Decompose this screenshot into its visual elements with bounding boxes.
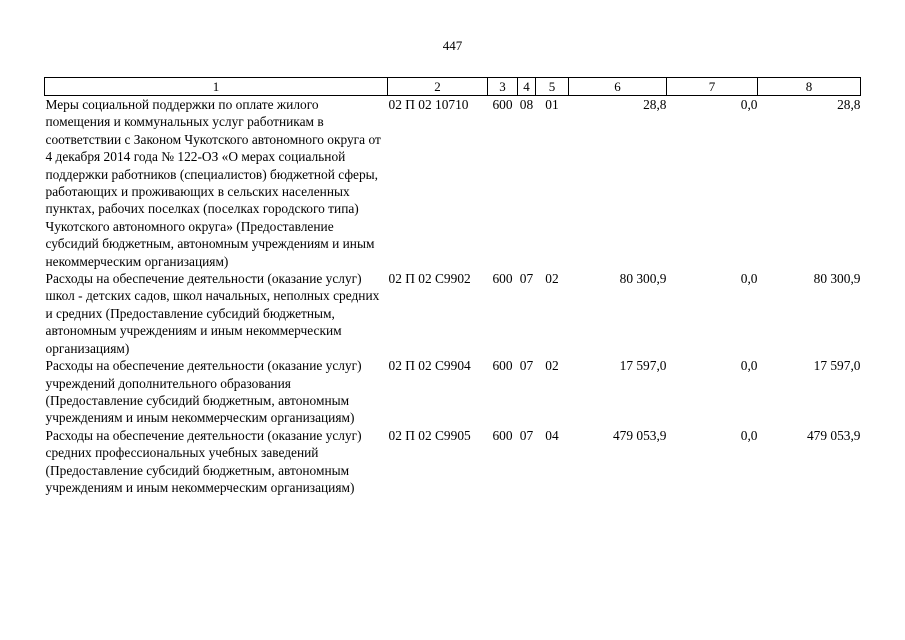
row-col-8: 80 300,9 bbox=[813, 271, 861, 287]
row-col-7: 0,0 bbox=[740, 358, 758, 374]
row-description: Расходы на обеспечение деятельности (оказание услуг) школ - детских садов, школ начальных, неполных средних и средних (Предоставление субсидий бюджетным, автономным учреждениям и иным некоммерческим организациям) bbox=[45, 271, 380, 356]
row-col-5: 02 bbox=[545, 271, 559, 287]
row-col-4: 08 bbox=[519, 97, 534, 112]
row-col-7: 0,0 bbox=[740, 271, 758, 287]
row-col-4: 07 bbox=[519, 358, 534, 374]
table-row bbox=[45, 357, 861, 427]
row-col-5: 04 bbox=[545, 427, 559, 443]
row-col-8: 28,8 bbox=[837, 97, 861, 112]
header-col-3: 3 bbox=[488, 78, 518, 96]
header-row bbox=[45, 78, 861, 96]
row-col-3: 600 bbox=[492, 271, 513, 287]
page-number: 447 bbox=[442, 38, 463, 53]
header-col-5: 5 bbox=[536, 78, 569, 96]
row-col-6: 479 053,9 bbox=[612, 427, 667, 443]
row-code: 02 П 02 С9904 bbox=[388, 358, 471, 374]
row-col-4: 07 bbox=[519, 271, 534, 287]
row-col-3: 600 bbox=[492, 427, 513, 443]
row-description: Расходы на обеспечение деятельности (оказание услуг) учреждений дополнительного образования (Предоставление субсидий бюджетным, автономным учреждениям и иным некоммерческим организациям) bbox=[45, 358, 362, 426]
header-col-1: 1 bbox=[45, 78, 388, 96]
row-col-8: 17 597,0 bbox=[813, 358, 861, 374]
row-description: Меры социальной поддержки по оплате жилого помещения и коммунальных услуг работникам в соответствии с Законом Чукотского автономного округа от 4 декабря 2014 года № 122-ОЗ «О мерах социальной поддержки работников (специалистов) бюджетной сферы, работающих и проживающих в сельских населенных пунктах, рабочих поселках (поселках городского типа) Чукотского автономного округа» (Предоставление субсидий бюджетным, автономным учреждениям и иным некоммерческим организациям) bbox=[45, 97, 381, 269]
row-col-3: 600 bbox=[492, 358, 513, 374]
row-col-6: 17 597,0 bbox=[619, 358, 667, 374]
row-code: 02 П 02 10710 bbox=[388, 97, 469, 112]
row-col-7: 0,0 bbox=[740, 97, 758, 112]
row-col-6: 80 300,9 bbox=[619, 271, 667, 287]
header-col-7: 7 bbox=[667, 78, 758, 96]
header-col-4: 4 bbox=[518, 78, 536, 96]
row-code: 02 П 02 С9905 bbox=[388, 427, 471, 443]
row-col-7: 0,0 bbox=[740, 427, 758, 443]
table-row bbox=[45, 270, 861, 357]
header-col-8: 8 bbox=[758, 78, 861, 96]
row-col-8: 479 053,9 bbox=[806, 427, 861, 443]
row-col-3: 600 bbox=[492, 97, 513, 112]
row-col-4: 07 bbox=[519, 427, 534, 443]
row-col-6: 28,8 bbox=[643, 97, 667, 112]
table-row bbox=[45, 427, 861, 497]
table-row bbox=[45, 96, 861, 271]
header-col-2: 2 bbox=[388, 78, 488, 96]
row-col-5: 02 bbox=[545, 358, 559, 374]
row-col-5: 01 bbox=[545, 97, 559, 112]
header-col-6: 6 bbox=[569, 78, 667, 96]
row-code: 02 П 02 С9902 bbox=[388, 271, 471, 287]
budget-table bbox=[44, 77, 861, 496]
row-description: Расходы на обеспечение деятельности (оказание услуг) средних профессиональных учебных заведений (Предоставление субсидий бюджетным, автономным учреждениям и иным некоммерческим организациям) bbox=[45, 427, 362, 495]
